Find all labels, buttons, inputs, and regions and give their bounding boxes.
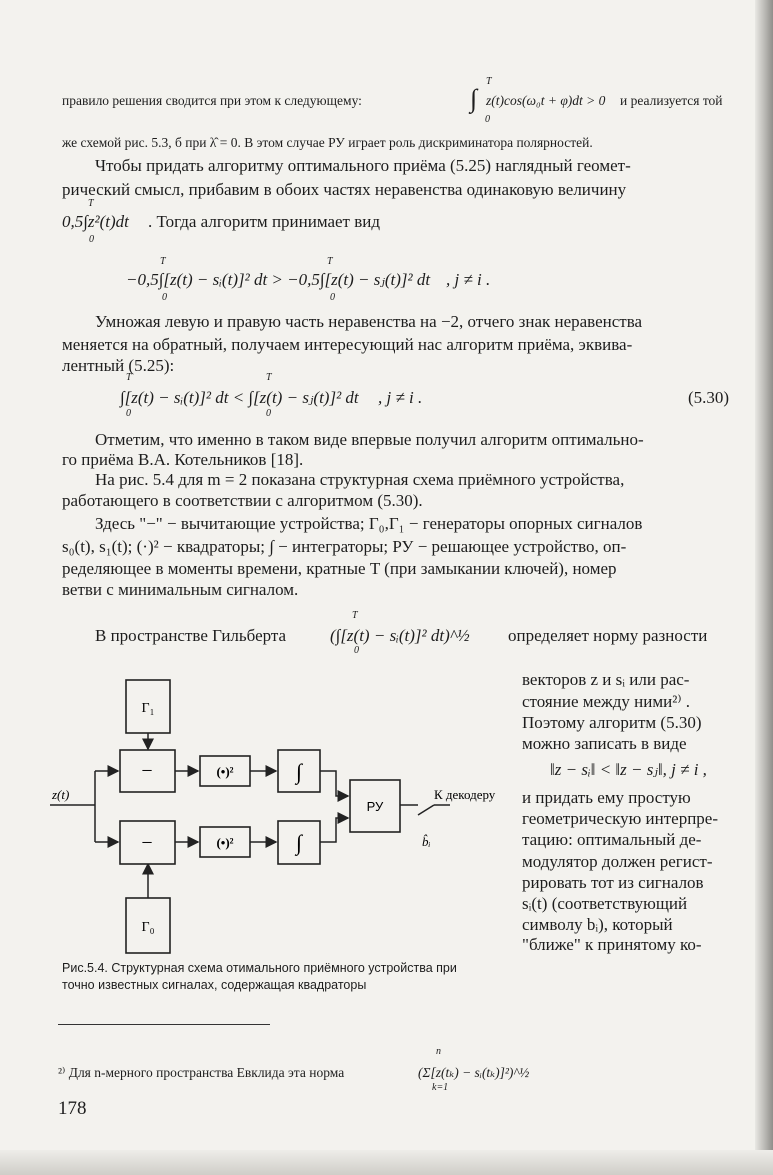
side-line: модулятор должен регист- xyxy=(522,852,713,871)
squarer-label: (•)² xyxy=(216,764,234,779)
text-line-1-tail: и реализуется той xyxy=(620,93,723,108)
generator-0-block xyxy=(126,898,170,953)
side-line: стояние между ними²⁾ . xyxy=(522,692,691,711)
integral-lower-limit: 0 xyxy=(126,408,131,419)
para3-line2: го приёма В.А. Котельников [18]. xyxy=(62,450,304,469)
switch xyxy=(418,805,434,815)
subtractor-label: − xyxy=(141,832,153,854)
figure-caption-line2: точно известных сигналах, содержащая квадраторы xyxy=(62,978,367,992)
decision-label: РУ xyxy=(366,799,384,814)
page-edge-shadow xyxy=(755,0,773,1175)
side-line: символу bᵢ), который xyxy=(522,915,673,934)
para3-line1: Отметим, что именно в таком виде впервые получил алгоритм оптимально- xyxy=(95,430,644,449)
output-label: К декодеру xyxy=(434,787,496,802)
side-line: Поэтому алгоритм (5.30) xyxy=(522,713,702,732)
formula-3-condition: , j ≠ i . xyxy=(378,388,423,407)
generator-0-label: Γ₀ xyxy=(141,920,155,935)
para1-line2: рический смысл, прибавим в обоих частях неравенства одинаковую величину xyxy=(62,180,627,199)
equation-number: (5.30) xyxy=(688,388,730,407)
footnote-separator xyxy=(58,1024,270,1025)
integrator-label: ∫ xyxy=(295,759,303,784)
side-line: и придать ему простую xyxy=(522,788,691,807)
squarer-top-block xyxy=(200,756,250,786)
para4-line1: На рис. 5.4 для m = 2 показана структурная схема приёмного устройства, xyxy=(95,470,625,489)
squarer-bottom-block xyxy=(200,827,250,857)
generator-1-label: Γ₁ xyxy=(141,701,155,716)
side-line: векторов z и sᵢ или рас- xyxy=(522,670,690,689)
integral-upper-limit: T xyxy=(327,256,333,267)
formula-2: −0,5∫[z(t) − sᵢ(t)]² dt > −0,5∫[z(t) − sⱼ(t)]² dt xyxy=(126,270,431,289)
integral-lower-limit: 0 xyxy=(162,292,167,303)
integral-upper-limit: T xyxy=(126,372,132,383)
hilbert-formula: (∫[z(t) − sᵢ(t)]² dt)^½ xyxy=(330,626,470,645)
para1-formula: 0,5∫z²(t)dt xyxy=(62,212,129,231)
integral-sign: ∫ xyxy=(470,84,478,113)
integral-upper-limit: T xyxy=(486,76,492,87)
side-line: тацию: оптимальный де- xyxy=(522,830,702,849)
side-line: рировать тот из сигналов xyxy=(522,873,704,892)
block-diagram xyxy=(50,668,515,958)
decision-block xyxy=(350,780,400,832)
footnote-text: ²⁾ Для n-мерного пространства Евклида эта норма xyxy=(58,1065,345,1080)
subtractor-top-block xyxy=(120,750,175,792)
integral-upper-limit: T xyxy=(266,372,272,383)
para5-line1: Здесь "−" − вычитающие устройства; Γ₀,Γ₁ − генераторы опорных сигналов xyxy=(95,514,643,533)
integral-lower-limit: 0 xyxy=(485,114,490,125)
para1-line3: . Тогда алгоритм принимает вид xyxy=(148,212,381,231)
side-line: геометрическую интерпре- xyxy=(522,809,719,828)
side-line: можно записать в виде xyxy=(522,734,687,753)
formula-3: ∫[z(t) − sᵢ(t)]² dt < ∫[z(t) − sⱼ(t)]² dt xyxy=(120,388,359,407)
integrator-bottom-block xyxy=(278,821,320,864)
text-line-1: правило решения сводится при этом к следующему: xyxy=(62,93,362,108)
integral-upper-limit: T xyxy=(160,256,166,267)
para4-line2: работающего в соответствии с алгоритмом (5.30). xyxy=(62,491,423,510)
squarer-label: (•)² xyxy=(216,835,234,850)
text-line-2: же схемой рис. 5.3, б при λ̂ = 0. В этом случае РУ играет роль дискриминатора полярностей. xyxy=(62,135,593,150)
formula-2-condition: , j ≠ i . xyxy=(446,270,491,289)
formula-1: z(t)cos(ω₀t + φ)dt > 0 xyxy=(486,93,606,108)
integral-lower-limit: 0 xyxy=(354,645,359,656)
para2-line1: Умножая левую и правую часть неравенства на −2, отчего знак неравенства xyxy=(95,312,643,331)
sum-lower-limit: k=1 xyxy=(432,1082,449,1093)
norm-formula: ‖z − sᵢ‖ < ‖z − sⱼ‖, j ≠ i , xyxy=(550,760,707,779)
wire xyxy=(320,818,348,842)
hilbert-right-text: определяет норму разности xyxy=(508,626,708,645)
para2-line3: лентный (5.25): xyxy=(62,356,175,375)
integral-upper-limit: T xyxy=(88,198,94,209)
integral-lower-limit: 0 xyxy=(330,292,335,303)
figure-caption-line1: Рис.5.4. Структурная схема отимального приёмного устройства при xyxy=(62,961,457,975)
para1-line1: Чтобы придать алгоритму оптимального приёма (5.25) наглядный геомет- xyxy=(95,156,631,175)
page-number: 178 xyxy=(58,1098,87,1119)
integrator-label: ∫ xyxy=(295,830,303,855)
hilbert-text: В пространстве Гильберта xyxy=(95,626,287,645)
integral-lower-limit: 0 xyxy=(266,408,271,419)
side-line: "ближе" к принятому ко- xyxy=(522,935,702,954)
input-label: z(t) xyxy=(52,787,70,802)
sum-upper-limit: n xyxy=(436,1046,441,1057)
subtractor-label: − xyxy=(141,760,153,782)
para5-line2: s₀(t), s₁(t); (·)² − квадраторы; ∫ − интеграторы; РУ − решающее устройство, оп- xyxy=(62,537,627,556)
para5-line3: ределяющее в моменты времени, кратные T (при замыкании ключей), номер xyxy=(62,559,617,578)
integral-lower-limit: 0 xyxy=(89,234,94,245)
page-bottom-shadow xyxy=(0,1150,773,1175)
wire xyxy=(320,771,348,796)
output-symbol: b̂ᵢ xyxy=(422,834,431,849)
para5-line4: ветви с минимальным сигналом. xyxy=(62,580,299,599)
generator-1-block xyxy=(126,680,170,733)
para2-line2: меняется на обратный, получаем интересующий нас алгоритм приёма, эквива- xyxy=(62,335,633,354)
integrator-top-block xyxy=(278,750,320,792)
subtractor-bottom-block xyxy=(120,821,175,864)
footnote-formula: (Σ[z(tₖ) − sᵢ(tₖ)]²)^½ xyxy=(418,1065,530,1080)
side-line: sᵢ(t) (соответствующий xyxy=(522,894,688,913)
integral-upper-limit: T xyxy=(352,610,358,621)
